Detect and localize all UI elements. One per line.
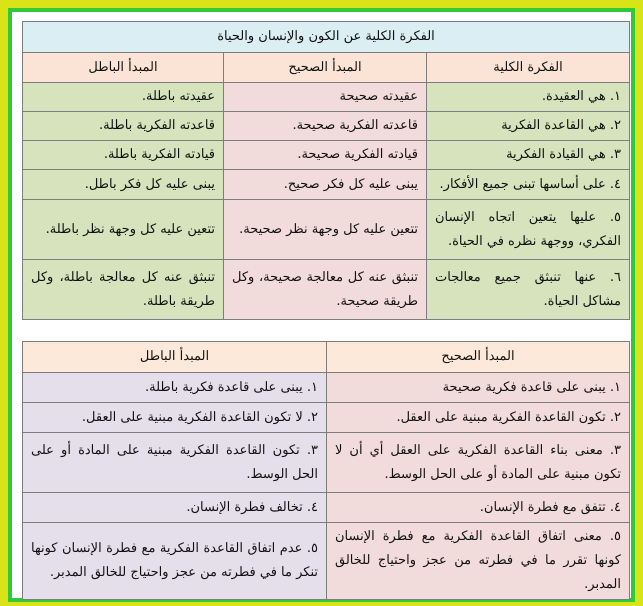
table-row xyxy=(23,373,630,403)
cell-correct: ٤. تتفق مع فطرة الإنسان. xyxy=(327,493,630,523)
table-row xyxy=(23,83,630,112)
table-row xyxy=(23,433,630,493)
cell-big-idea: ٤. على أساسها تبنى جميع الأفكار. xyxy=(427,170,630,200)
table-row xyxy=(23,493,630,523)
cell-correct: قيادته الفكرية صحيحة. xyxy=(224,141,427,170)
table-row xyxy=(23,260,630,320)
table-header-row xyxy=(23,53,630,83)
cell-correct: ١. يبنى على قاعدة فكرية صحيحة xyxy=(327,373,630,403)
cell-false: ٣. تكون القاعدة الفكرية مبنية على المادة أو على الحل الوسط. xyxy=(23,433,327,493)
table-row xyxy=(23,170,630,200)
cell-big-idea: ٦. عنها تنبثق جميع معالجات مشاكل الحياة. xyxy=(427,260,630,320)
cell-correct: تتعين عليه كل وجهة نظر صحيحة. xyxy=(224,200,427,260)
table-row xyxy=(23,141,630,170)
header-correct-principle: المبدأ الصحيح xyxy=(327,342,630,373)
table-title: الفكرة الكلية عن الكون والإنسان والحياة xyxy=(23,22,630,53)
cell-false: قيادته الفكرية باطلة. xyxy=(23,141,224,170)
cell-correct: عقيدته صحيحة xyxy=(224,83,427,112)
cell-big-idea: ٣. هي القيادة الفكرية xyxy=(427,141,630,170)
cell-false: تنبثق عنه كل معالجة باطلة، وكل طريقة باطلة. xyxy=(23,260,224,320)
principles-comparison-table xyxy=(22,341,630,600)
cell-false: قاعدته الفكرية باطلة. xyxy=(23,112,224,141)
cell-false: ٤. تخالف فطرة الإنسان. xyxy=(23,493,327,523)
page-frame xyxy=(8,8,635,602)
header-correct-principle: المبدأ الصحيح xyxy=(224,53,427,83)
cell-correct: تنبثق عنه كل معالجة صحيحة، وكل طريقة صحيحة. xyxy=(224,260,427,320)
cell-false: عقيدته باطلة. xyxy=(23,83,224,112)
cell-false: ٢. لا تكون القاعدة الفكرية مبنية على العقل. xyxy=(23,403,327,433)
cell-false: ١. يبنى على قاعدة فكرية باطلة. xyxy=(23,373,327,403)
cell-big-idea: ٥. عليها يتعين اتجاه الإنسان الفكري، ووجهة نظره في الحياة. xyxy=(427,200,630,260)
table-title-row xyxy=(23,22,630,53)
table-row xyxy=(23,523,630,600)
table-row xyxy=(23,200,630,260)
cell-false: ٥. عدم اتفاق القاعدة الفكرية مع فطرة الإنسان كونها تنكر ما في فطرته من عجز واحتياج للخالق المدبر. xyxy=(23,523,327,600)
cell-correct: ٢. تكون القاعدة الفكرية مبنية على العقل. xyxy=(327,403,630,433)
cell-big-idea: ٢. هي القاعدة الفكرية xyxy=(427,112,630,141)
table-header-row xyxy=(23,342,630,373)
header-false-principle: المبدأ الباطل xyxy=(23,53,224,83)
big-idea-table xyxy=(22,21,630,320)
header-false-principle: المبدأ الباطل xyxy=(23,342,327,373)
cell-correct: ٥. معنى اتفاق القاعدة الفكرية مع فطرة الإنسان كونها تقرر ما في فطرته من عجز واحتياج للخالق المدبر. xyxy=(327,523,630,600)
table-row xyxy=(23,112,630,141)
header-big-idea: الفكرة الكلية xyxy=(427,53,630,83)
cell-big-idea: ١. هي العقيدة. xyxy=(427,83,630,112)
cell-false: تتعين عليه كل وجهة نظر باطلة. xyxy=(23,200,224,260)
cell-false: يبنى عليه كل فكر باطل. xyxy=(23,170,224,200)
cell-correct: قاعدته الفكرية صحيحة. xyxy=(224,112,427,141)
cell-correct: ٣. معنى بناء القاعدة الفكرية على العقل أي أن لا تكون مبنية على المادة أو على الحل الوسط. xyxy=(327,433,630,493)
table-row xyxy=(23,403,630,433)
cell-correct: يبنى عليه كل فكر صحيح. xyxy=(224,170,427,200)
